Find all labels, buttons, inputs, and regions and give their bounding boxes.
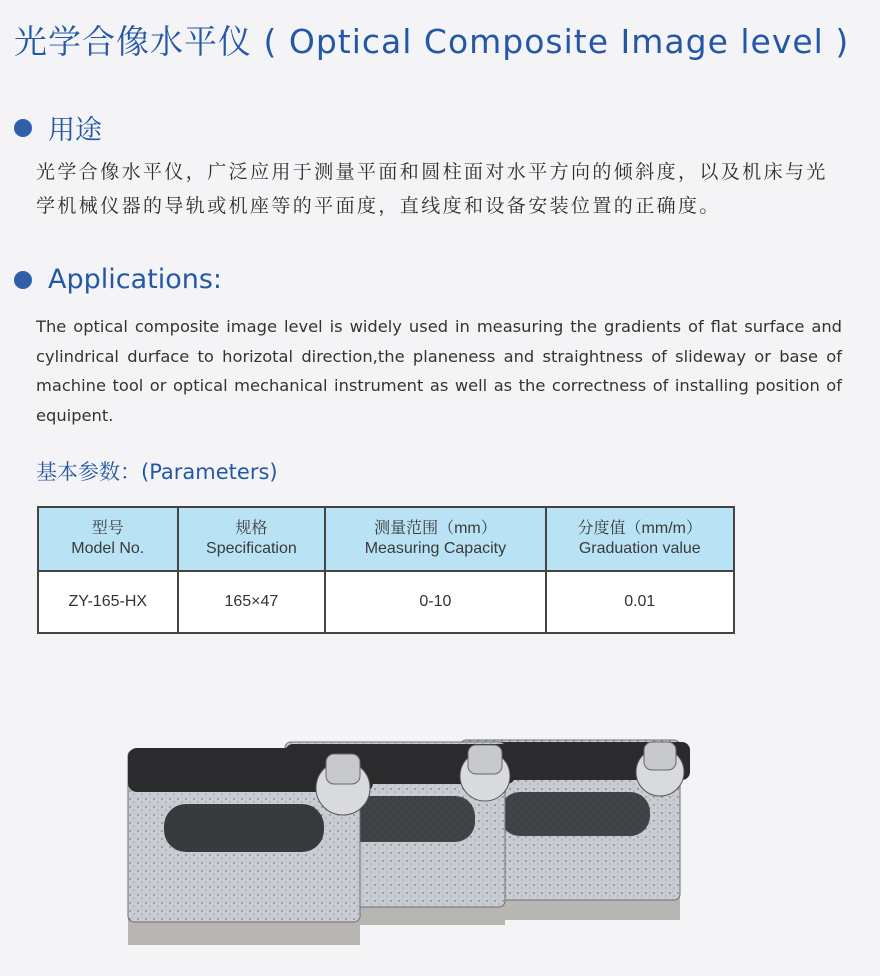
- column-header-cn: 分度值（mm/m）: [577, 520, 702, 537]
- bullet-icon: [14, 271, 32, 289]
- column-header-model: [38, 507, 178, 571]
- column-header-graduation-value: [546, 507, 734, 571]
- column-header-en: Specification: [206, 540, 297, 557]
- applications-section-heading: [14, 264, 222, 295]
- cell-model: ZY-165-HX: [38, 571, 178, 633]
- product-photo-illustration: [120, 730, 720, 960]
- column-header-cn: 测量范围（mm）: [374, 520, 497, 537]
- usage-text: 光学合像水平仪，广泛应用于测量平面和圆柱面对水平方向的倾斜度，以及机床与光学机械仪器的导轨或机座等的平面度，直线度和设备安装位置的正确度。: [36, 161, 828, 217]
- level-instrument-1: [128, 748, 373, 945]
- applications-heading: Applications:: [48, 264, 223, 295]
- column-header-en: Measuring Capacity: [364, 540, 507, 557]
- cell-measuring-capacity: 0-10: [325, 571, 545, 633]
- usage-heading: 用途: [48, 115, 102, 146]
- table-row: [38, 571, 734, 633]
- column-header-en: Graduation value: [578, 540, 701, 557]
- column-header-measuring-capacity: [325, 507, 545, 571]
- parameters-table: [37, 506, 735, 634]
- column-header-cn: 规格: [235, 520, 268, 537]
- column-header-specification: [178, 507, 326, 571]
- parameters-heading: 基本参数：(Parameters): [36, 460, 278, 484]
- cell-graduation-value: 0.01: [546, 571, 734, 633]
- applications-text: The optical composite image level is widely used in measuring the gradients of flat surface and cylindrical durface to horizotal direction,the planeness and straightness of slideway or base of machine tool or optical mechanical instrument as well as the correctness of installing position of equipent.: [36, 317, 842, 425]
- page-title: 光学合像水平仪 ( Optical Composite Image level ): [14, 22, 850, 61]
- column-header-en: Model No.: [71, 540, 145, 557]
- cell-specification: 165×47: [178, 571, 326, 633]
- column-header-cn: 型号: [91, 520, 124, 537]
- usage-section-heading: [14, 108, 102, 147]
- bullet-icon: [14, 119, 32, 137]
- table-header-row: [38, 507, 734, 571]
